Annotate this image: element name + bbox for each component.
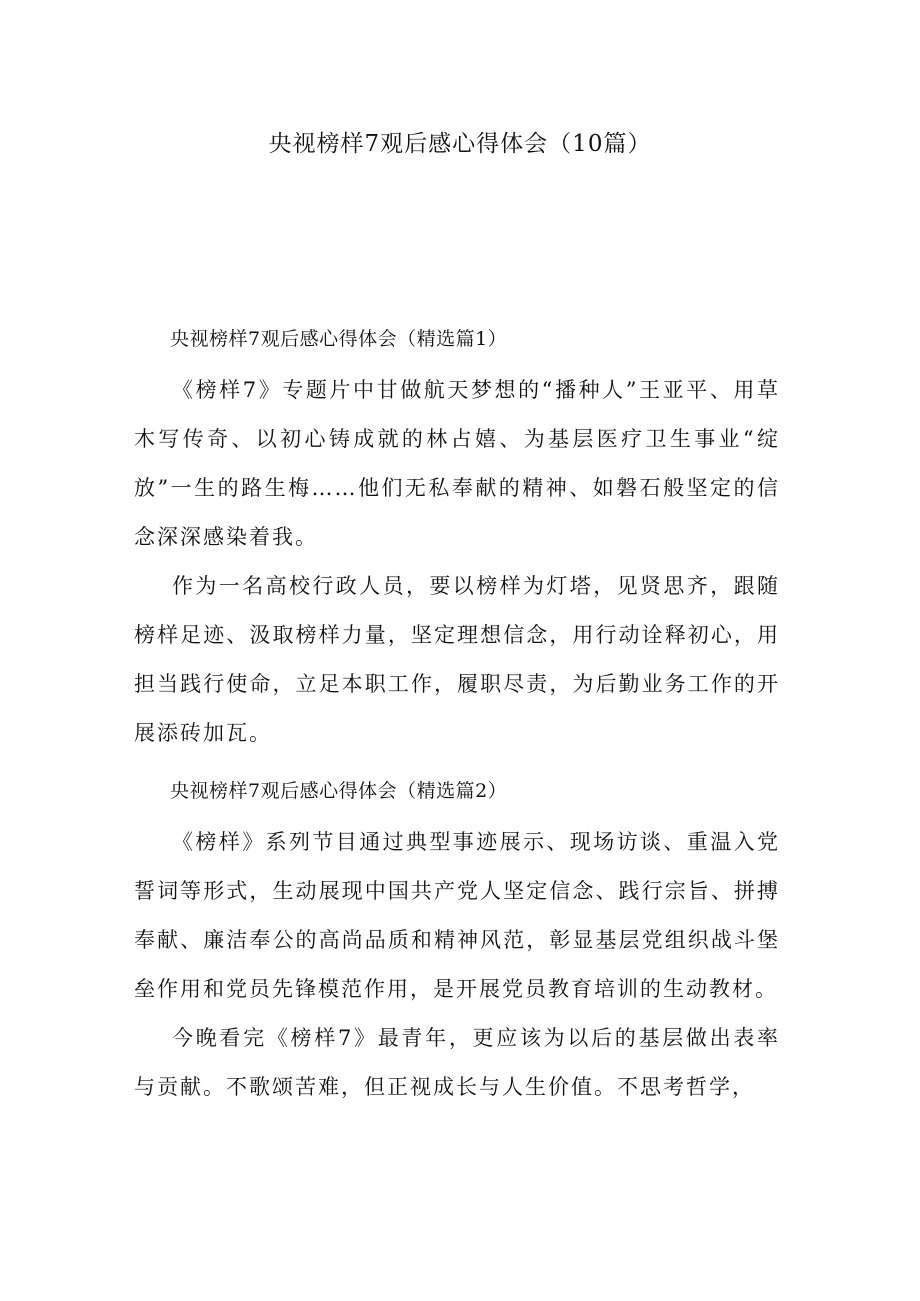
paragraph: 《榜样7》专题片中甘做航天梦想的“播种人”王亚平、用草木写传奇、以初心铸成就的林占嬉、为基层医疗卫生事业“绽放”一生的路生梅……他们无私奉献的精神、如磐石般坚定的信念深深感染着我。 bbox=[134, 378, 780, 549]
document-title: 央视榜样7观后感心得体会（10篇） bbox=[268, 131, 652, 157]
section-1 bbox=[134, 322, 780, 758]
paragraph: 《榜样》系列节目通过典型事迹展示、现场访谈、重温入党誓词等形式，生动展现中国共产党人坚定信念、践行宗旨、拼搏奉献、廉洁奉公的高尚品质和精神风范，彰显基层党组织战斗堡垒作用和党员先锋模范作用，是开展党员教育培训的生动教材。 bbox=[134, 830, 780, 1001]
spacer bbox=[134, 808, 780, 818]
spacer bbox=[134, 356, 780, 366]
document-body bbox=[134, 322, 780, 1112]
paragraph: 作为一名高校行政人员，要以榜样为灯塔，见贤思齐，跟随榜样足迹、汲取榜样力量，坚定理想信念，用行动诠释初心，用担当践行使命，立足本职工作，履职尽责，为后勤业务工作的开展添砖加瓦。 bbox=[134, 574, 780, 745]
section-2 bbox=[134, 774, 780, 1112]
section-heading: 央视榜样7观后感心得体会（精选篇2） bbox=[170, 780, 508, 802]
paragraph: 今晚看完《榜样7》最青年，更应该为以后的基层做出表率与贡献。不歌颂苦难，但正视成长与人生价值。不思考哲学， bbox=[134, 1026, 780, 1099]
spacer bbox=[134, 758, 780, 774]
section-heading: 央视榜样7观后感心得体会（精选篇1） bbox=[170, 328, 508, 350]
